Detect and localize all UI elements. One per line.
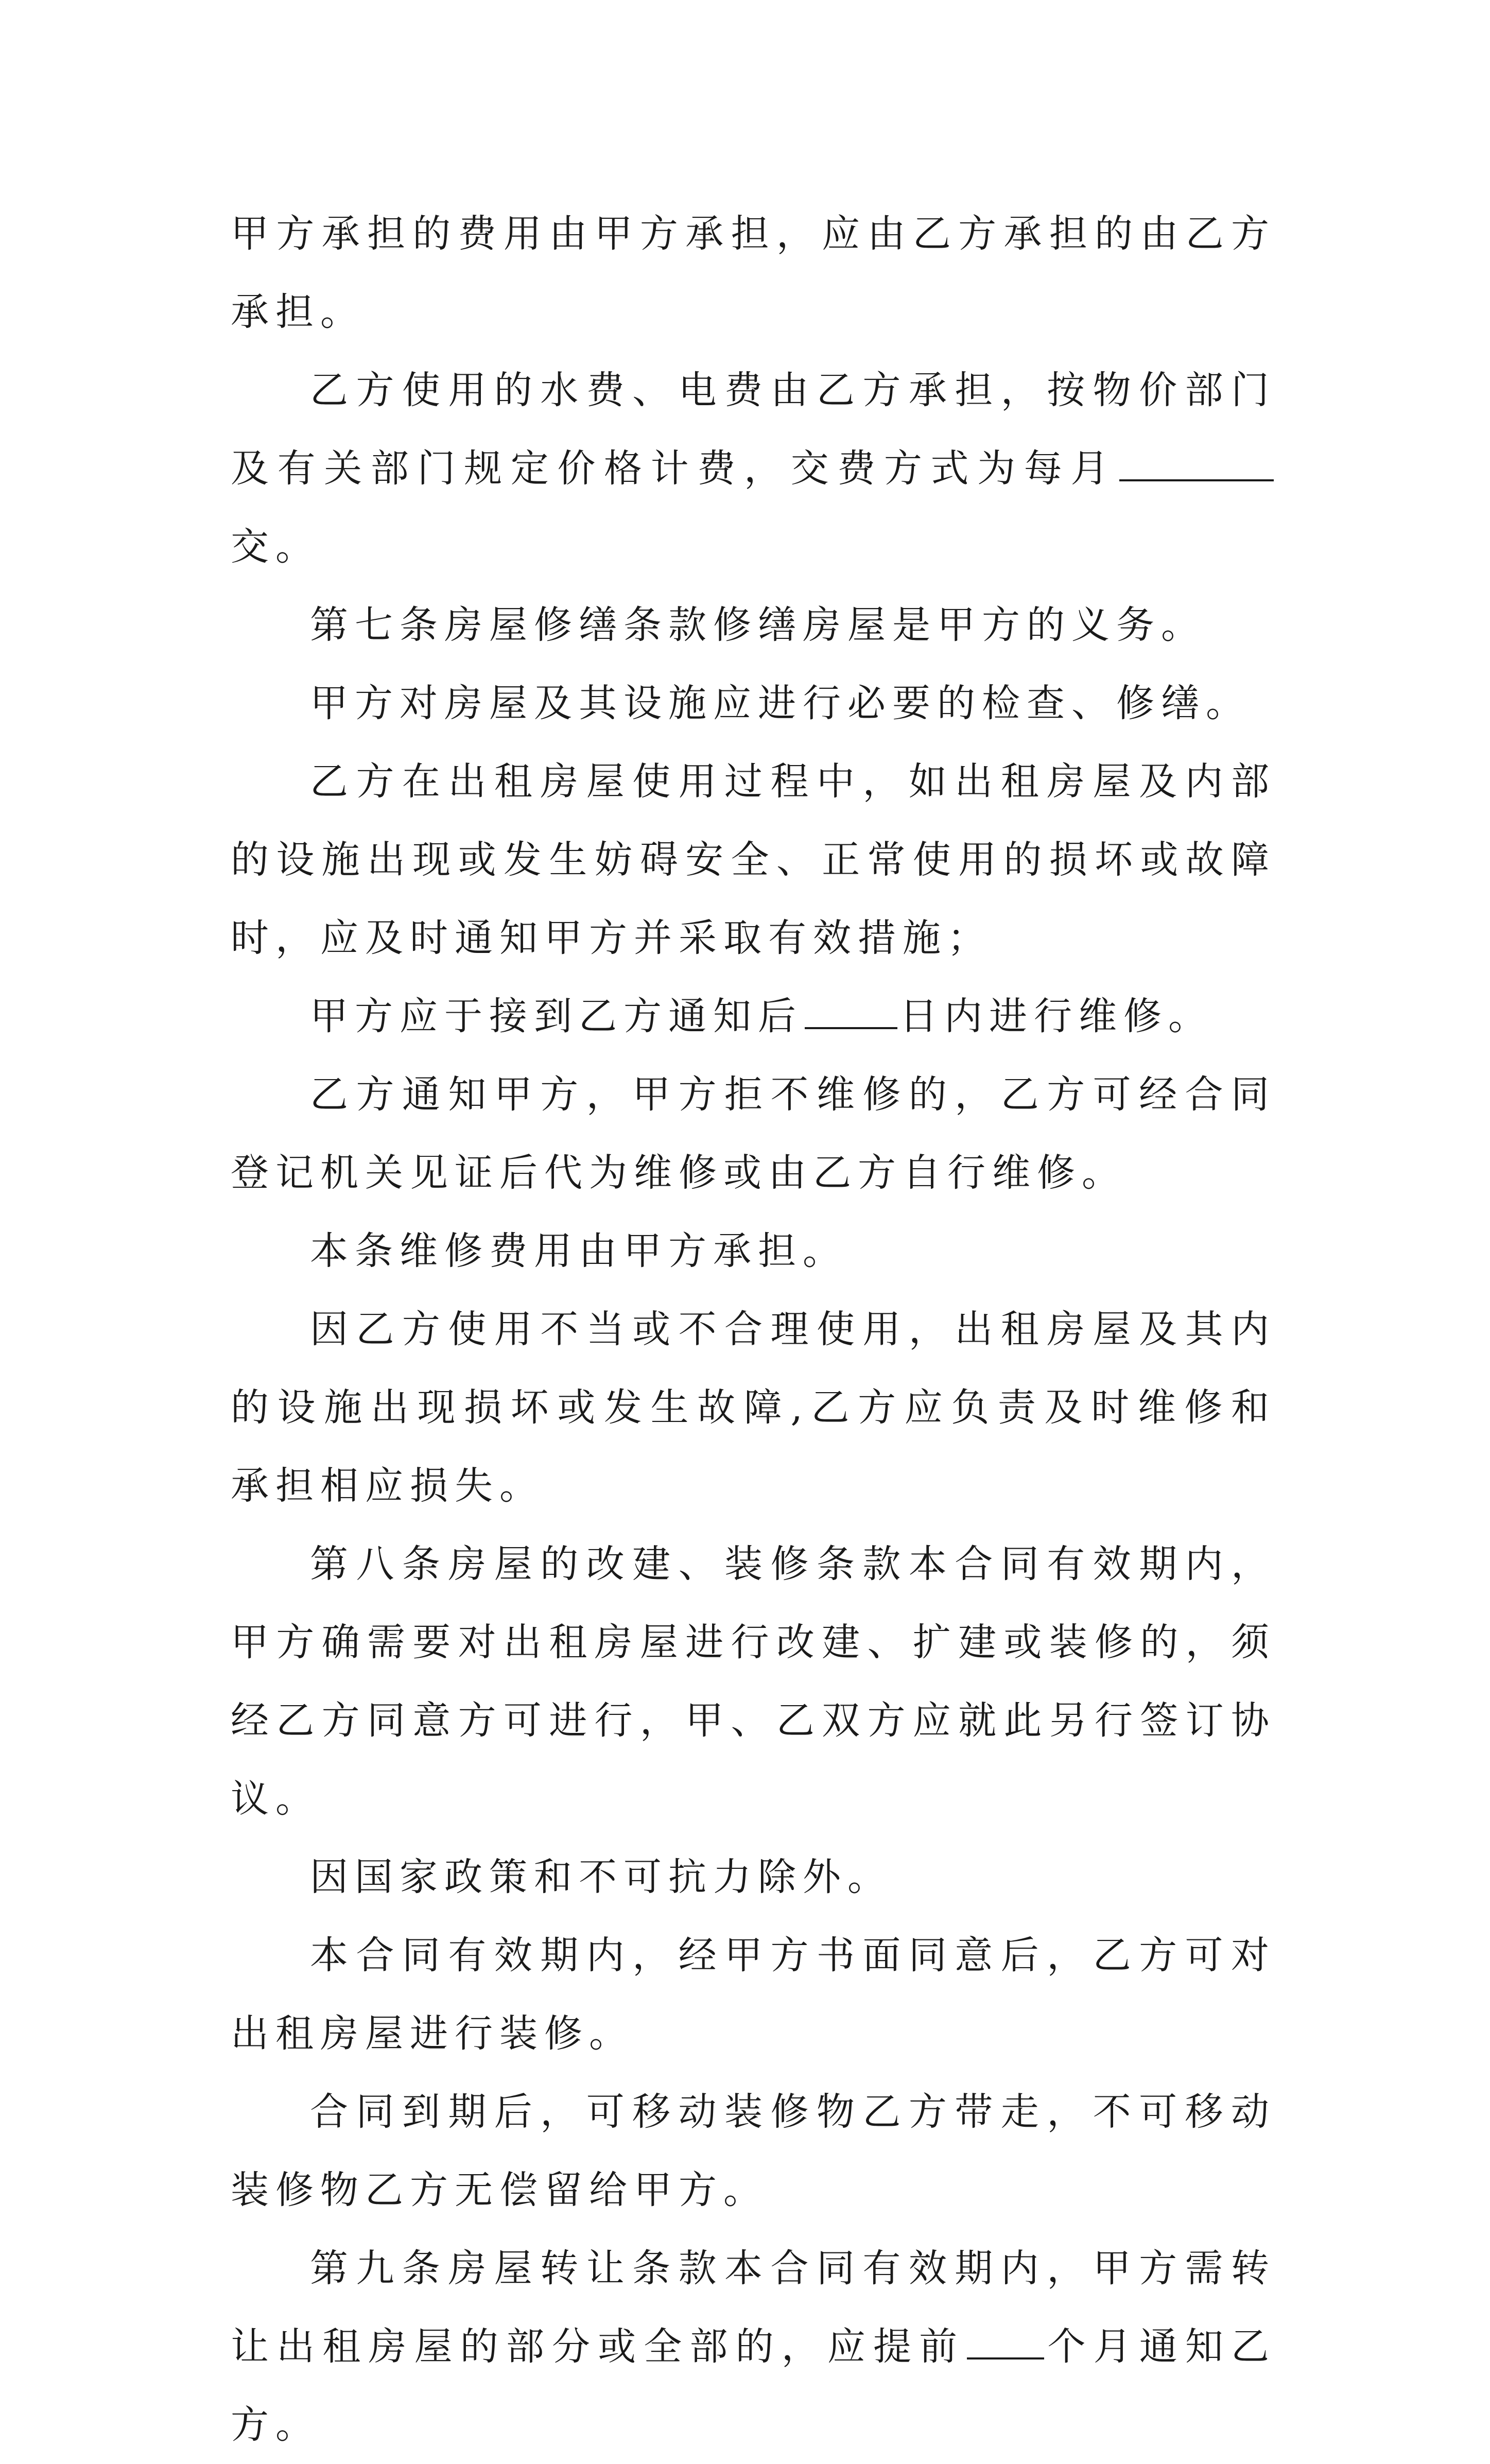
paragraph-text: 甲方承担的费用由甲方承担，应由乙方承担的由乙方承担。 xyxy=(231,212,1276,334)
paragraph-text: 甲方对房屋及其设施应进行必要的检查、修缮。 xyxy=(310,681,1251,725)
fill-in-blank[interactable] xyxy=(805,991,897,1029)
paragraph-text: 因国家政策和不可抗力除外。 xyxy=(310,1855,892,1899)
paragraph-p11 xyxy=(231,1838,1276,1916)
paragraph-p2 xyxy=(231,351,1276,586)
paragraph-text: 乙方使用的水费、电费由乙方承担，按物价部门及有关部门规定价格计费，交费方式为每月 xyxy=(231,368,1276,491)
paragraph-text: 第八条房屋的改建、装修条款本合同有效期内，甲方确需要对出租房屋进行改建、扩建或装修的，须经乙方同意方可进行，甲、乙双方应就此另行签订协议。 xyxy=(231,1542,1276,1821)
paragraph-p1 xyxy=(231,195,1276,351)
paragraph-p13 xyxy=(231,2073,1276,2229)
paragraph-p10 xyxy=(231,1525,1276,1838)
paragraph-text: 乙方通知甲方，甲方拒不维修的，乙方可经合同登记机关见证后代为维修或由乙方自行维修。 xyxy=(231,1072,1276,1195)
paragraph-p14 xyxy=(231,2229,1276,2464)
paragraph-text: 合同到期后，可移动装修物乙方带走，不可移动装修物乙方无偿留给甲方。 xyxy=(231,2090,1276,2212)
paragraph-p9 xyxy=(231,1290,1276,1525)
contract-body xyxy=(231,195,1276,2464)
paragraph-text: 本合同有效期内，经甲方书面同意后，乙方可对出租房屋进行装修。 xyxy=(231,1933,1276,2056)
paragraph-text: 交。 xyxy=(231,525,320,569)
paragraph-text: 本条维修费用由甲方承担。 xyxy=(310,1229,847,1273)
paragraph-text: 乙方在出租房屋使用过程中，如出租房屋及内部的设施出现或发生妨碍安全、正常使用的损坏或故障时，应及时通知甲方并采取有效措施； xyxy=(231,759,1276,960)
paragraph-text: 日内进行维修。 xyxy=(899,994,1213,1038)
paragraph-p8 xyxy=(231,1212,1276,1290)
fill-in-blank[interactable] xyxy=(1119,443,1274,481)
paragraph-p3 xyxy=(231,586,1276,664)
paragraph-p6 xyxy=(231,977,1276,1055)
paragraph-text: 第九条房屋转让条款本合同有效期内，甲方需转让出租房屋的部分或全部的，应提前 xyxy=(231,2246,1276,2369)
fill-in-blank[interactable] xyxy=(967,2321,1044,2359)
paragraph-text: 因乙方使用不当或不合理使用，出租房屋及其内的设施出现损坏或发生故障,乙方应负责及时维修和承担相应损失。 xyxy=(231,1307,1276,1508)
paragraph-p5 xyxy=(231,742,1276,977)
paragraph-text: 第七条房屋修缮条款修缮房屋是甲方的义务。 xyxy=(310,603,1206,647)
paragraph-p12 xyxy=(231,1916,1276,2073)
paragraph-p4 xyxy=(231,664,1276,742)
paragraph-p7 xyxy=(231,1055,1276,1212)
paragraph-text: 甲方应于接到乙方通知后 xyxy=(310,994,803,1038)
paragraph-text: 个月通知乙方。 xyxy=(231,2324,1276,2447)
